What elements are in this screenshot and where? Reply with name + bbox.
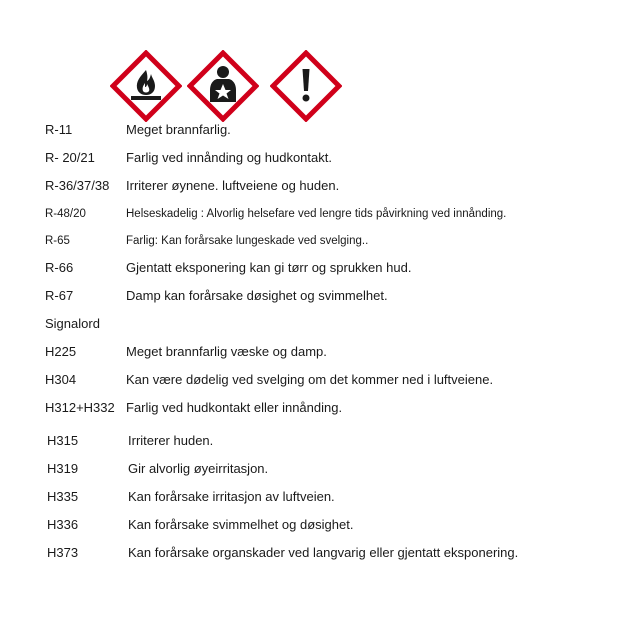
h-phrase-code: H312+H332 bbox=[45, 400, 115, 415]
r-phrase-code: R-65 bbox=[45, 235, 70, 247]
h-phrase-code: H319 bbox=[47, 461, 79, 476]
r-phrase-text: Meget brannfarlig. bbox=[126, 122, 231, 137]
r-phrase-row bbox=[0, 231, 640, 251]
r-phrase-row bbox=[0, 204, 640, 224]
r-phrase-text: Irriterer øynene. luftveiene og huden. bbox=[126, 178, 340, 193]
h-phrase-code: H225 bbox=[45, 344, 77, 359]
exclamation-mark-icon bbox=[270, 50, 342, 122]
r-phrase-row bbox=[0, 120, 640, 140]
r-phrase-row bbox=[0, 258, 640, 278]
h-phrase-text: Meget brannfarlig væske og damp. bbox=[126, 344, 327, 359]
h-phrase-text: Kan være dødelig ved svelging om det kommer ned i luftveiene. bbox=[126, 372, 494, 387]
h-phrase-row bbox=[0, 431, 640, 451]
h-phrase-row bbox=[0, 515, 640, 535]
r-phrase-row bbox=[0, 176, 640, 196]
h-phrase-text: Kan forårsake svimmelhet og døsighet. bbox=[128, 517, 354, 532]
r-phrase-text: Gjentatt eksponering kan gi tørr og sprukken hud. bbox=[126, 260, 412, 275]
r-phrase-text: Helseskadelig : Alvorlig helsefare ved lengre tids påvirkning ved innånding. bbox=[126, 208, 507, 220]
h-phrase-code: H335 bbox=[47, 489, 79, 504]
r-phrase-text: Farlig: Kan forårsake lungeskade ved svelging.. bbox=[126, 235, 369, 247]
r-phrase-code: R-48/20 bbox=[45, 208, 86, 220]
h-phrase-text: Kan forårsake organskader ved langvarig eller gjentatt eksponering. bbox=[128, 545, 519, 560]
r-phrase-code: R-66 bbox=[45, 260, 74, 275]
r-phrase-row bbox=[0, 148, 640, 168]
h-phrase-code: H315 bbox=[47, 433, 79, 448]
r-phrase-code: R-11 bbox=[45, 122, 73, 137]
h-phrase-row bbox=[0, 487, 640, 507]
h-phrase-code: H336 bbox=[47, 517, 79, 532]
h-phrase-row bbox=[0, 543, 640, 563]
h-phrase-row bbox=[0, 398, 640, 418]
r-phrase-text: Farlig ved innånding og hudkontakt. bbox=[126, 150, 332, 165]
flame-icon bbox=[110, 50, 182, 122]
r-phrase-code: R-67 bbox=[45, 288, 74, 303]
r-phrase-code: R-36/37/38 bbox=[45, 178, 110, 193]
h-phrase-code: H373 bbox=[47, 545, 79, 560]
signal-word-label: Signalord bbox=[45, 316, 100, 331]
r-phrase-code: R- 20/21 bbox=[45, 150, 95, 165]
h-phrase-text: Kan forårsake irritasjon av luftveien. bbox=[128, 489, 335, 504]
h-phrase-text: Gir alvorlig øyeirritasjon. bbox=[128, 461, 269, 476]
h-phrase-row bbox=[0, 459, 640, 479]
hazard-pictograms bbox=[0, 0, 640, 120]
h-phrase-text: Farlig ved hudkontakt eller innånding. bbox=[126, 400, 343, 415]
h-phrase-row bbox=[0, 342, 640, 362]
h-phrase-code: H304 bbox=[45, 372, 77, 387]
health-hazard-icon bbox=[187, 50, 259, 122]
h-phrase-row bbox=[0, 370, 640, 390]
h-phrase-text: Irriterer huden. bbox=[128, 433, 214, 448]
r-phrase-text: Damp kan forårsake døsighet og svimmelhet. bbox=[126, 288, 388, 303]
r-phrase-row bbox=[0, 286, 640, 306]
